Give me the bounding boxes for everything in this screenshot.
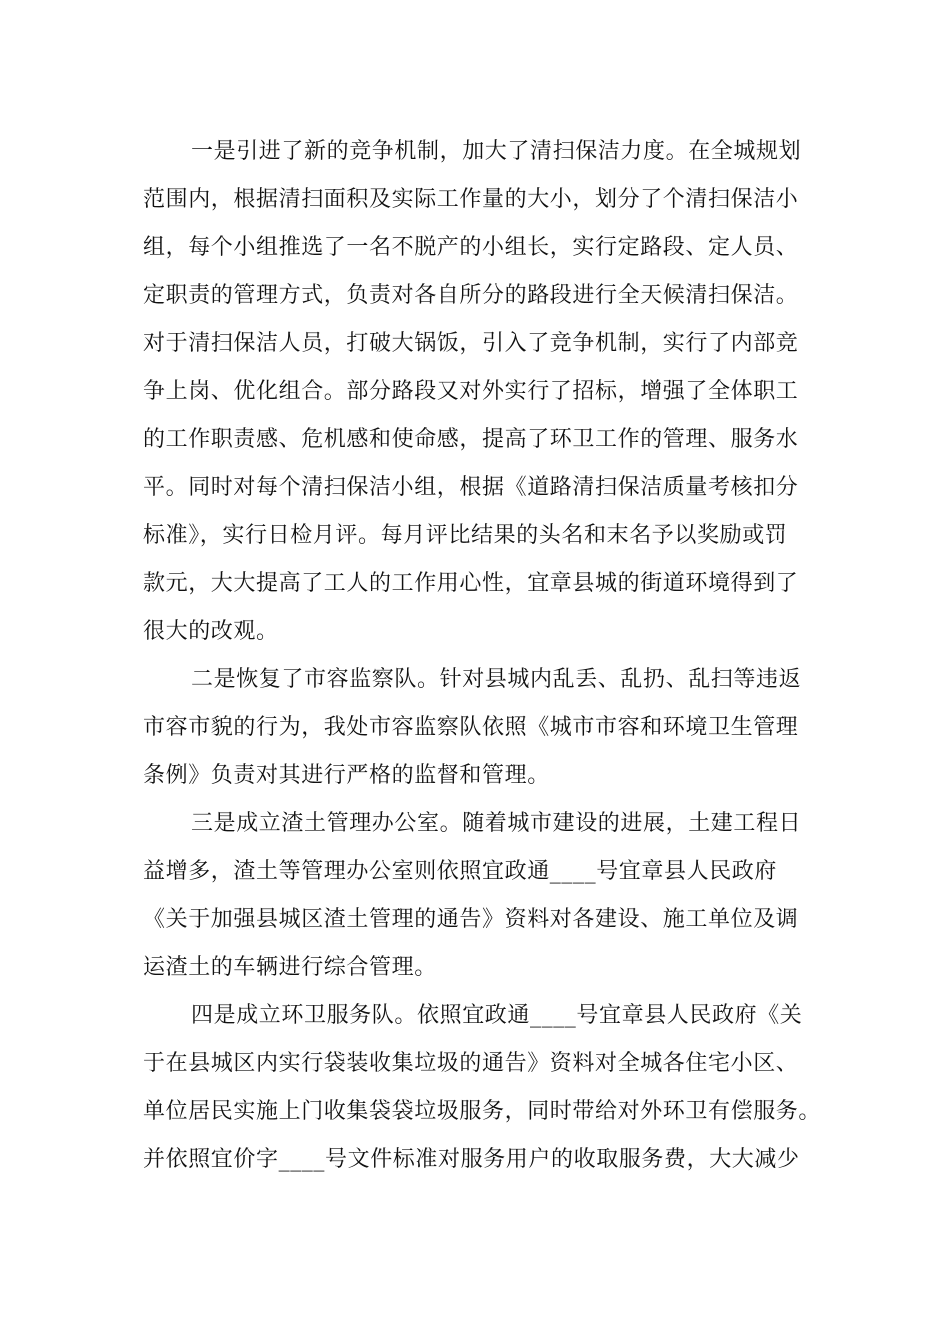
paragraph-2-line-1: 二是恢复了市容监察队。针对县城内乱丢、乱扔、乱扫等违返: [191, 667, 802, 692]
paragraph-1-line-5: 对于清扫保洁人员，打破大锅饭，引入了竞争机制，实行了内部竞: [143, 331, 799, 356]
paragraph-4-line-1: 四是成立环卫服务队。依照宜政通____号宜章县人民政府《关: [191, 1003, 803, 1028]
paragraph-1-line-7: 的工作职责感、危机感和使命感，提高了环卫工作的管理、服务水: [143, 427, 799, 452]
paragraph-3-line-4: 运渣土的车辆进行综合管理。: [143, 955, 437, 980]
paragraph-3-line-2: 益增多，渣土等管理办公室则依照宜政通____号宜章县人民政府: [143, 859, 778, 884]
paragraph-4-line-2: 于在县城区内实行袋装收集垃圾的通告》资料对全城各住宅小区、: [143, 1051, 799, 1076]
paragraph-4-line-4: 并依照宜价字____号文件标准对服务用户的收取服务费，大大减少: [143, 1147, 800, 1172]
paragraph-1-line-9: 标准》，实行日检月评。每月评比结果的头名和末名予以奖励或罚: [143, 523, 788, 548]
paragraph-1-line-2: 范围内，根据清扫面积及实际工作量的大小，划分了个清扫保洁小: [143, 187, 799, 212]
paragraph-1-line-10: 款元，大大提高了工人的工作用心性，宜章县城的街道环境得到了: [143, 571, 799, 596]
paragraph-4-line-3: 单位居民实施上门收集袋袋垃圾服务，同时带给对外环卫有偿服务。: [143, 1099, 822, 1124]
paragraph-1-line-8: 平。同时对每个清扫保洁小组，根据《道路清扫保洁质量考核扣分: [143, 475, 799, 500]
paragraph-1-line-6: 争上岗、优化组合。部分路段又对外实行了招标，增强了全体职工: [143, 379, 799, 404]
paragraph-1-line-1: 一是引进了新的竞争机制，加大了清扫保洁力度。在全城规划: [191, 139, 802, 164]
paragraph-3-line-1: 三是成立渣土管理办公室。随着城市建设的进展，土建工程日: [191, 811, 802, 836]
paragraph-2-line-2: 市容市貌的行为，我处市容监察队依照《城市市容和环境卫生管理: [143, 715, 799, 740]
paragraph-1-line-11: 很大的改观。: [143, 619, 279, 644]
paragraph-1-line-4: 定职责的管理方式，负责对各自所分的路段进行全天候清扫保洁。: [143, 283, 799, 308]
paragraph-3-line-3: 《关于加强县城区渣土管理的通告》资料对各建设、施工单位及调: [143, 907, 799, 932]
paragraph-1-line-3: 组，每个小组推选了一名不脱产的小组长，实行定路段、定人员、: [143, 235, 799, 260]
paragraph-2-line-3: 条例》负责对其进行严格的监督和管理。: [143, 763, 550, 788]
